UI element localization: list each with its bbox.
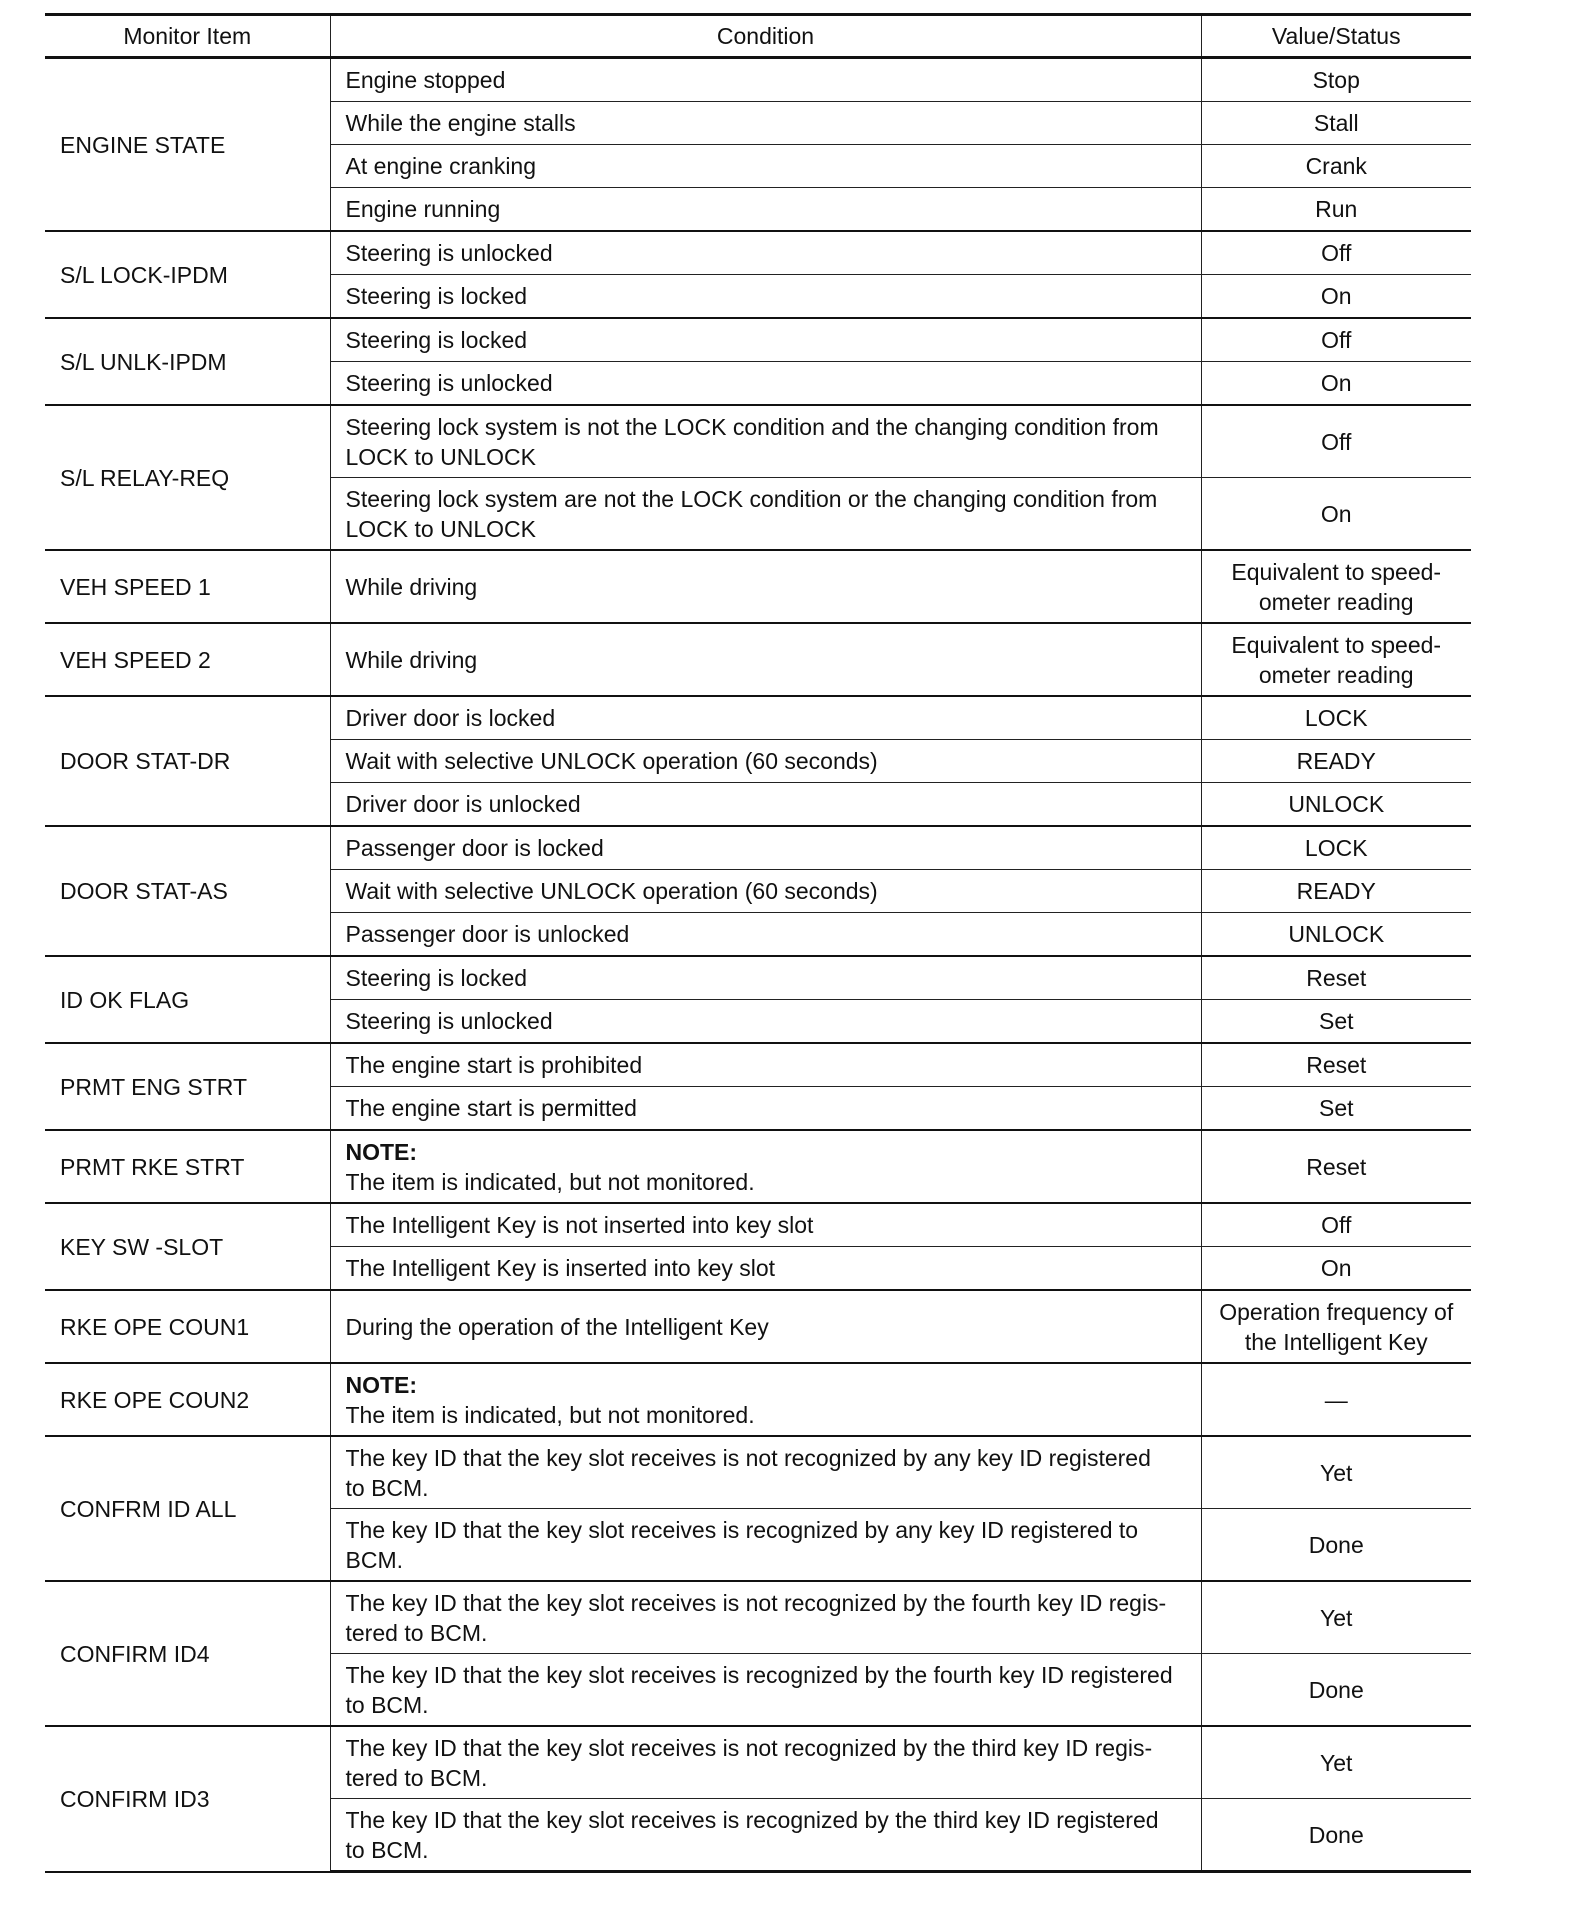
value-status-cell: —: [1201, 1363, 1471, 1436]
table-row: [45, 405, 1471, 478]
value-status-cell: Run: [1201, 188, 1471, 232]
value-status-cell: On: [1201, 362, 1471, 406]
condition-cell: Steering is unlocked: [330, 1000, 1201, 1044]
page: [45, 13, 1471, 1873]
condition-line: LOCK to UNLOCK: [345, 443, 536, 470]
monitor-item-cell: S/L LOCK-IPDM: [45, 231, 330, 318]
value-line: ometer reading: [1258, 588, 1414, 615]
condition-line: The key ID that the key slot receives is not recognized by the third key ID regis-: [345, 1734, 1153, 1761]
condition-line: to BCM.: [345, 1474, 429, 1501]
value-status-cell: [1201, 1290, 1471, 1363]
table-row: [45, 696, 1471, 740]
value-status-cell: Off: [1201, 405, 1471, 478]
table-row: [45, 1130, 1471, 1203]
value-status-cell: Stall: [1201, 102, 1471, 145]
condition-cell: The engine start is prohibited: [330, 1043, 1201, 1087]
monitor-item-cell: CONFIRM ID4: [45, 1581, 330, 1726]
table-row: [45, 1363, 1471, 1436]
condition-cell: [330, 478, 1201, 551]
condition-line: to BCM.: [345, 1836, 429, 1863]
condition-line: to BCM.: [345, 1691, 429, 1718]
condition-cell: The Intelligent Key is not inserted into key slot: [330, 1203, 1201, 1247]
condition-line: Steering lock system are not the LOCK condition or the changing condition from: [345, 485, 1158, 512]
table-row: [45, 1290, 1471, 1363]
note-text: The item is indicated, but not monitored.: [345, 1401, 755, 1428]
condition-cell: Steering is locked: [330, 956, 1201, 1000]
value-status-cell: [1201, 550, 1471, 623]
monitor-item-cell: VEH SPEED 2: [45, 623, 330, 696]
condition-cell: Driver door is unlocked: [330, 783, 1201, 827]
condition-cell: [330, 1581, 1201, 1654]
value-status-cell: Reset: [1201, 956, 1471, 1000]
value-status-cell: Reset: [1201, 1130, 1471, 1203]
monitor-item-cell: ID OK FLAG: [45, 956, 330, 1043]
value-status-cell: READY: [1201, 740, 1471, 783]
monitor-item-cell: DOOR STAT-DR: [45, 696, 330, 826]
value-status-cell: Yet: [1201, 1436, 1471, 1509]
monitor-item-cell: DOOR STAT-AS: [45, 826, 330, 956]
value-status-cell: Yet: [1201, 1726, 1471, 1799]
monitor-item-cell: VEH SPEED 1: [45, 550, 330, 623]
condition-line: tered to BCM.: [345, 1764, 488, 1791]
condition-cell: At engine cranking: [330, 145, 1201, 188]
value-status-cell: Reset: [1201, 1043, 1471, 1087]
condition-cell: Steering is unlocked: [330, 362, 1201, 406]
value-status-cell: Off: [1201, 231, 1471, 275]
note-text: The item is indicated, but not monitored.: [345, 1168, 755, 1195]
value-status-cell: LOCK: [1201, 696, 1471, 740]
value-status-cell: UNLOCK: [1201, 783, 1471, 827]
condition-cell: [330, 1130, 1201, 1203]
condition-cell: [330, 1436, 1201, 1509]
value-status-cell: READY: [1201, 870, 1471, 913]
monitor-item-cell: CONFRM ID ALL: [45, 1436, 330, 1581]
value-line: ometer reading: [1258, 661, 1414, 688]
value-status-cell: LOCK: [1201, 826, 1471, 870]
condition-cell: Engine running: [330, 188, 1201, 232]
monitor-item-cell: S/L RELAY-REQ: [45, 405, 330, 550]
condition-cell: [330, 1363, 1201, 1436]
monitor-item-cell: RKE OPE COUN2: [45, 1363, 330, 1436]
condition-cell: [330, 1799, 1201, 1872]
condition-line: The key ID that the key slot receives is recognized by the third key ID registered: [345, 1806, 1159, 1833]
value-status-cell: On: [1201, 275, 1471, 319]
condition-cell: [330, 1654, 1201, 1727]
header-row: [45, 15, 1471, 58]
condition-cell: Driver door is locked: [330, 696, 1201, 740]
monitor-item-cell: RKE OPE COUN1: [45, 1290, 330, 1363]
condition-line: BCM.: [345, 1546, 403, 1573]
condition-line: The key ID that the key slot receives is not recognized by any key ID registered: [345, 1444, 1151, 1471]
monitor-item-cell: KEY SW -SLOT: [45, 1203, 330, 1290]
condition-cell: [330, 1726, 1201, 1799]
table-row: [45, 826, 1471, 870]
table-row: [45, 1726, 1471, 1799]
condition-line: The key ID that the key slot receives is recognized by the fourth key ID registered: [345, 1661, 1173, 1688]
condition-line: The key ID that the key slot receives is not recognized by the fourth key ID regis-: [345, 1589, 1167, 1616]
value-status-cell: Stop: [1201, 58, 1471, 102]
condition-line: The key ID that the key slot receives is recognized by any key ID registered to: [345, 1516, 1139, 1543]
table-row: [45, 58, 1471, 102]
table-row: [45, 1043, 1471, 1087]
value-status-cell: Done: [1201, 1509, 1471, 1582]
monitor-item-cell: CONFIRM ID3: [45, 1726, 330, 1872]
condition-cell: [330, 405, 1201, 478]
note-label: NOTE:: [345, 1138, 418, 1165]
condition-cell: While driving: [330, 550, 1201, 623]
condition-cell: Steering is unlocked: [330, 231, 1201, 275]
value-status-cell: Done: [1201, 1654, 1471, 1727]
table-row: [45, 956, 1471, 1000]
condition-cell: Passenger door is unlocked: [330, 913, 1201, 957]
header-value-status: Value/Status: [1201, 15, 1471, 58]
value-status-cell: Set: [1201, 1000, 1471, 1044]
condition-line: tered to BCM.: [345, 1619, 488, 1646]
monitor-item-cell: PRMT RKE STRT: [45, 1130, 330, 1203]
value-line: Equivalent to speed-: [1231, 558, 1442, 585]
note-label: NOTE:: [345, 1371, 418, 1398]
value-status-cell: Yet: [1201, 1581, 1471, 1654]
table-row: [45, 550, 1471, 623]
condition-cell: During the operation of the Intelligent Key: [330, 1290, 1201, 1363]
condition-cell: Engine stopped: [330, 58, 1201, 102]
header-monitor-item: Monitor Item: [45, 15, 330, 58]
value-status-cell: Set: [1201, 1087, 1471, 1131]
condition-cell: [330, 1509, 1201, 1582]
table-row: [45, 1203, 1471, 1247]
value-status-cell: Off: [1201, 318, 1471, 362]
value-status-cell: On: [1201, 1247, 1471, 1291]
condition-cell: Passenger door is locked: [330, 826, 1201, 870]
condition-line: Steering lock system is not the LOCK condition and the changing condition from: [345, 413, 1159, 440]
table-row: [45, 231, 1471, 275]
condition-line: LOCK to UNLOCK: [345, 515, 536, 542]
value-line: Operation frequency of: [1219, 1298, 1454, 1325]
table-row: [45, 1436, 1471, 1509]
value-status-cell: Crank: [1201, 145, 1471, 188]
table-body: [45, 58, 1471, 1872]
table-row: [45, 1581, 1471, 1654]
condition-cell: Steering is locked: [330, 275, 1201, 319]
monitor-item-cell: S/L UNLK-IPDM: [45, 318, 330, 405]
header-condition: Condition: [330, 15, 1201, 58]
condition-cell: The engine start is permitted: [330, 1087, 1201, 1131]
value-line: the Intelligent Key: [1244, 1328, 1428, 1355]
value-status-cell: UNLOCK: [1201, 913, 1471, 957]
monitor-table: [45, 13, 1471, 1873]
value-status-cell: Done: [1201, 1799, 1471, 1872]
monitor-item-cell: PRMT ENG STRT: [45, 1043, 330, 1130]
condition-cell: While the engine stalls: [330, 102, 1201, 145]
value-status-cell: [1201, 623, 1471, 696]
value-line: Equivalent to speed-: [1231, 631, 1442, 658]
condition-cell: While driving: [330, 623, 1201, 696]
value-status-cell: On: [1201, 478, 1471, 551]
monitor-item-cell: ENGINE STATE: [45, 58, 330, 232]
table-header: [45, 15, 1471, 58]
condition-cell: Wait with selective UNLOCK operation (60 seconds): [330, 870, 1201, 913]
table-row: [45, 623, 1471, 696]
value-status-cell: Off: [1201, 1203, 1471, 1247]
condition-cell: The Intelligent Key is inserted into key slot: [330, 1247, 1201, 1291]
table-row: [45, 318, 1471, 362]
condition-cell: Steering is locked: [330, 318, 1201, 362]
condition-cell: Wait with selective UNLOCK operation (60 seconds): [330, 740, 1201, 783]
